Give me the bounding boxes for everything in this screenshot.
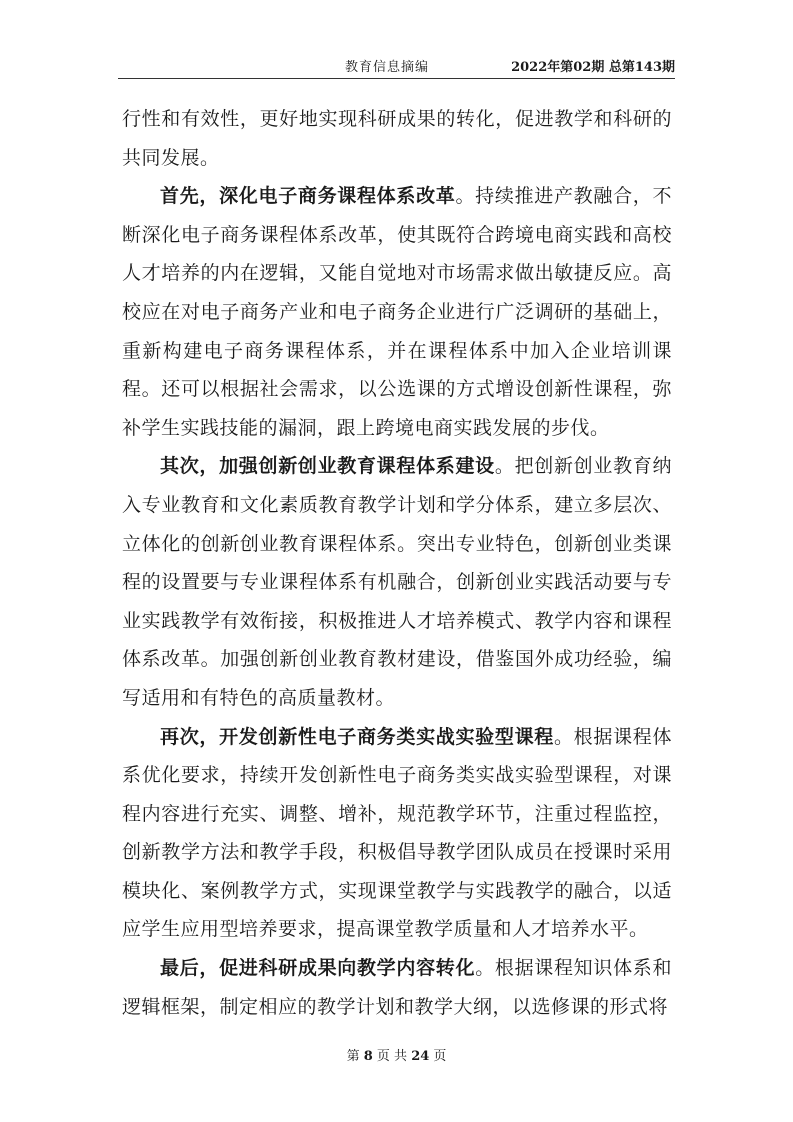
paragraph-third bbox=[122, 718, 672, 950]
paragraph-lead: 最后，促进科研成果向教学内容转化 bbox=[160, 957, 476, 980]
paragraph-text: 。根据课程知识体系和逻辑框架，制定相应的教学计划和教学大纲，以选修课的形式将 bbox=[122, 957, 672, 1018]
page-header bbox=[118, 56, 675, 79]
journal-title: 教育信息摘编 bbox=[345, 60, 430, 75]
paragraph-text: 。持续推进产教融合，不断深化电子商务课程体系改革，使其既符合跨境电商实践和高校人才培养的内在逻辑，又能自觉地对市场需求做出敏捷反应。高校应在对电子商务产业和电子商务企业进行广泛调研的基础上，重新构建电子商务课程体系，并在课程体系中加入企业培训课程。还可以根据社会需求，以公选课的方式增设创新性课程，弥补学生实践技能的漏洞，跟上跨境电商实践发展的步伐。 bbox=[122, 185, 672, 439]
paragraph-fourth bbox=[122, 949, 672, 1026]
page-footer bbox=[0, 1045, 793, 1064]
paragraph-text: 。根据课程体系优化要求，持续开发创新性电子商务类实战实验型课程，对课程内容进行充实、调整、增补，规范教学环节，注重过程监控，创新教学方法和教学手段，积极倡导教学团队成员在授课时采用模块化、案例教学方式，实现课堂教学与实践教学的融合，以适应学生应用型培养要求，提高课堂教学质量和人才培养水平。 bbox=[122, 725, 672, 941]
footer-middle: 页 共 bbox=[376, 1049, 408, 1064]
paragraph-second bbox=[122, 447, 672, 717]
article-body bbox=[122, 100, 672, 1026]
paragraph-text: 。把创新创业教育纳入专业教育和文化素质教育教学计划和学分体系，建立多层次、立体化的创新创业教育课程体系。突出专业特色，创新创业类课程的设置要与专业课程体系有机融合，创新创业实践活动要与专业实践教学有效衔接，积极推进人才培养模式、教学内容和课程体系改革。加强创新创业教育教材建设，借鉴国外成功经验，编写适用和有特色的高质量教材。 bbox=[122, 455, 672, 709]
paragraph-first bbox=[122, 177, 672, 447]
footer-prefix: 第 bbox=[346, 1049, 360, 1064]
paragraph-lead: 再次，开发创新性电子商务类实战实验型课程 bbox=[160, 725, 554, 748]
paragraph-continuation bbox=[122, 100, 672, 177]
current-page-number: 8 bbox=[363, 1049, 373, 1064]
footer-suffix: 页 bbox=[433, 1049, 447, 1064]
issue-number: 2022年第02期 总第143期 bbox=[511, 60, 675, 75]
paragraph-lead: 其次，加强创新创业教育课程体系建设 bbox=[160, 455, 495, 478]
paragraph-lead: 首先，深化电子商务课程体系改革 bbox=[160, 185, 456, 208]
paragraph-text: 行性和有效性，更好地实现科研成果的转化，促进教学和科研的共同发展。 bbox=[122, 108, 672, 169]
total-page-count: 24 bbox=[411, 1049, 430, 1064]
